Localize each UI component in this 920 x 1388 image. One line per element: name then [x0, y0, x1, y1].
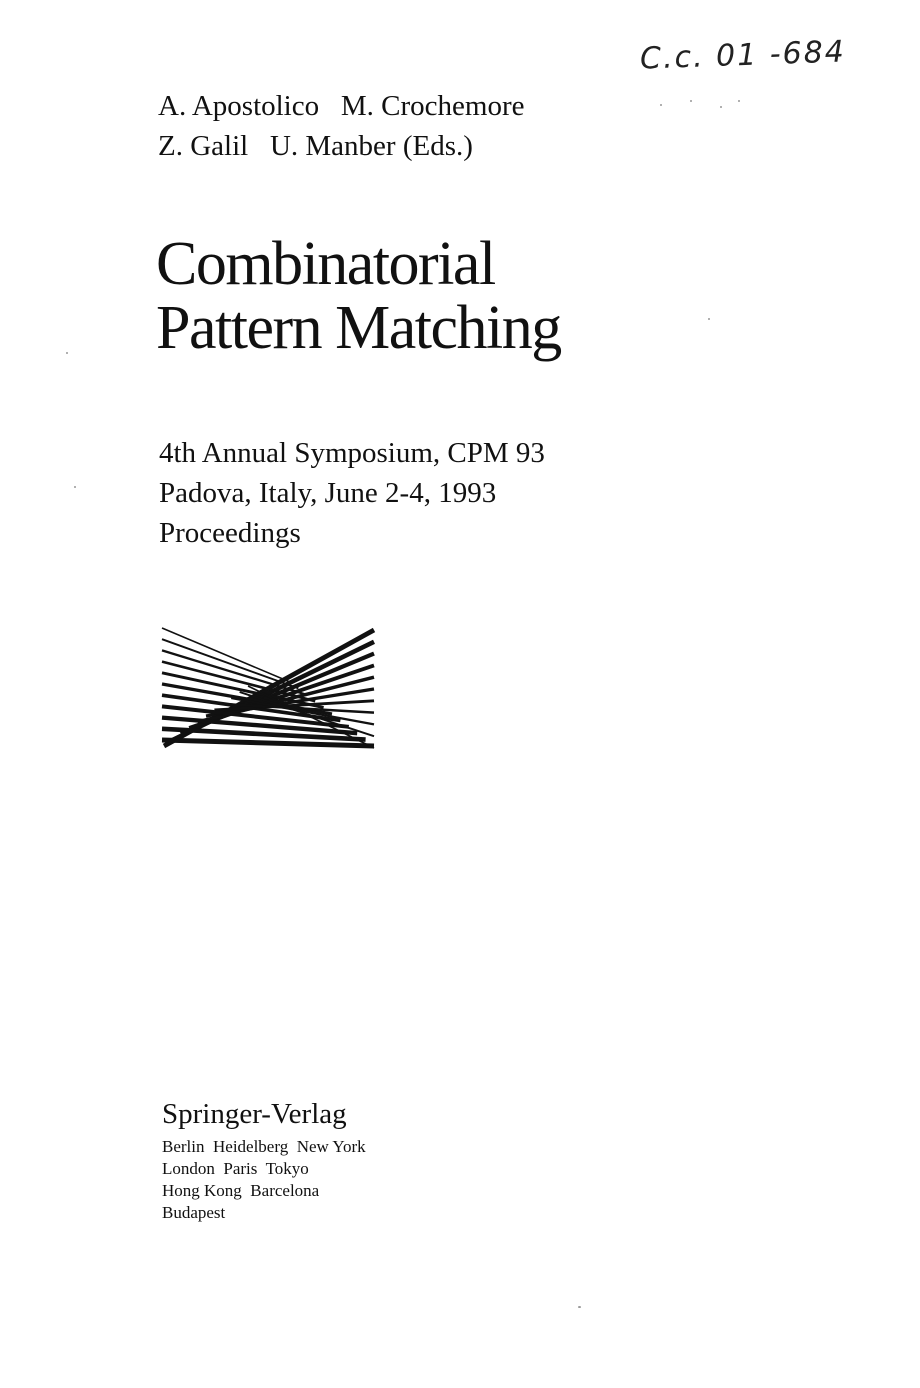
editors-block [158, 86, 524, 166]
springer-crossed-stripes-logo-icon [160, 624, 376, 750]
publisher-city-line: London Paris Tokyo [162, 1159, 309, 1178]
symposium-info [159, 433, 545, 553]
scan-speck [660, 104, 662, 106]
editors-line-2: Z. Galil U. Manber (Eds.) [158, 130, 473, 162]
book-title-line-2: Pattern Matching [156, 294, 561, 362]
proceedings-label: Proceedings [159, 517, 301, 549]
scan-speck [66, 352, 68, 354]
scan-speck [690, 100, 692, 102]
publisher-city-line: Budapest [162, 1203, 226, 1222]
editors-line-1: A. Apostolico M. Crochemore [158, 90, 525, 122]
symposium-location-date: Padova, Italy, June 2-4, 1993 [159, 477, 497, 509]
publisher-city-line: Hong Kong Barcelona [162, 1181, 320, 1200]
scan-speck [708, 318, 710, 320]
scan-speck [74, 486, 76, 488]
scan-speck [720, 106, 722, 108]
handwritten-call-number: C.c. 01 -684 [639, 34, 847, 77]
book-title-line-1: Combinatorial [156, 230, 495, 298]
publisher-city-line: Berlin Heidelberg New York [162, 1137, 366, 1156]
book-title [156, 232, 561, 360]
publisher-name: Springer-Verlag [162, 1098, 347, 1130]
scan-speck [578, 1306, 581, 1308]
symposium-name: 4th Annual Symposium, CPM 93 [159, 437, 545, 469]
publisher-block [162, 1096, 366, 1224]
publisher-cities [162, 1136, 366, 1224]
scan-speck [738, 100, 740, 102]
